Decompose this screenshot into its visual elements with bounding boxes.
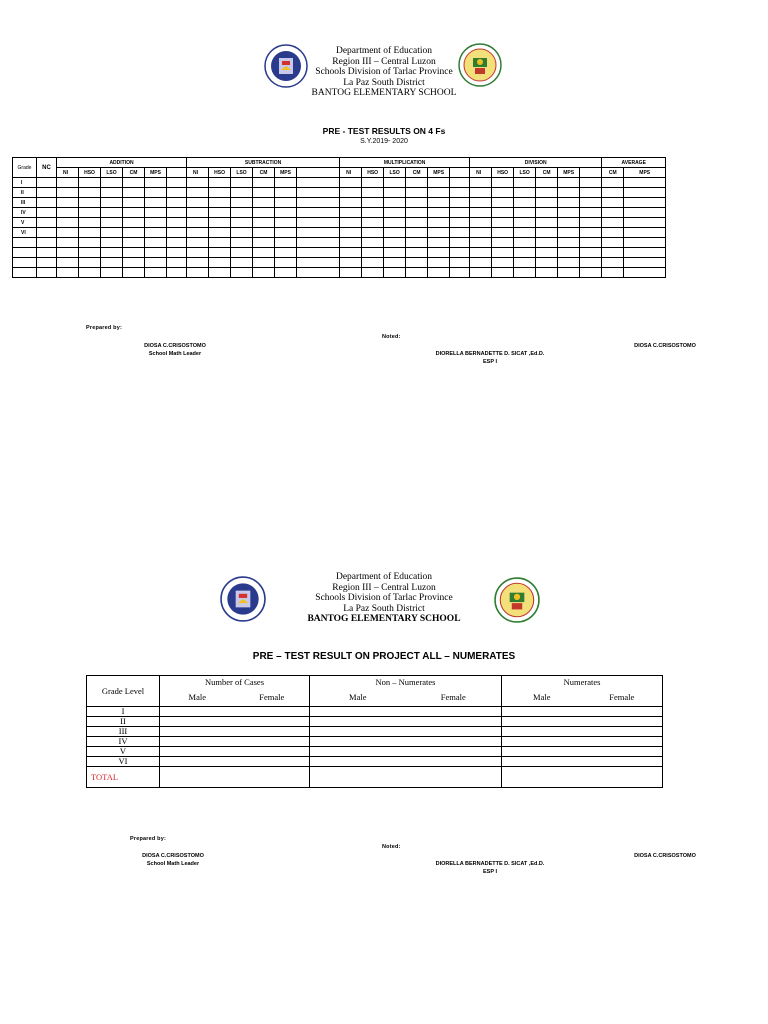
report2-title: PRE – TEST RESULT ON PROJECT ALL – NUMERATES xyxy=(252,651,516,662)
noted-label: Noted: xyxy=(382,334,401,340)
group-addition: ADDITION xyxy=(57,158,187,168)
female-header: Female xyxy=(406,688,502,707)
total-row-label: TOTAL xyxy=(87,767,160,788)
female-header: Female xyxy=(582,688,663,707)
grade-cell: IV xyxy=(13,208,37,218)
table-row xyxy=(87,727,663,737)
sub-ni: NI xyxy=(470,168,492,178)
grade-level-cell: II xyxy=(87,717,160,727)
grade-level-cell: VI xyxy=(87,757,160,767)
col-grade-level: Grade Level xyxy=(87,676,160,707)
table-row xyxy=(87,747,663,757)
grade-level-cell: I xyxy=(87,707,160,717)
table-row xyxy=(13,208,666,218)
header-line: Region III – Central Luzon xyxy=(332,56,436,67)
sub-lso: LSO xyxy=(384,168,406,178)
deped-seal-icon xyxy=(220,576,264,620)
sub-ni: NI xyxy=(187,168,209,178)
page2-header xyxy=(290,572,478,625)
table-row xyxy=(13,218,666,228)
table-row xyxy=(13,228,666,238)
col-grade: Grade xyxy=(13,158,37,178)
sub-cm: CM xyxy=(406,168,428,178)
sub-mps: MPS xyxy=(624,168,666,178)
sub-cm: CM xyxy=(123,168,145,178)
sub-lso: LSO xyxy=(231,168,253,178)
header-line: Region III – Central Luzon xyxy=(332,582,436,593)
sub-cm: CM xyxy=(253,168,275,178)
header-line: Schools Division of Tarlac Province xyxy=(315,593,453,603)
group-average: AVERAGE xyxy=(602,158,666,168)
right-signature-name: DIOSA C.CRISOSTOMO xyxy=(634,343,696,349)
table-row xyxy=(87,707,663,717)
leader-signature xyxy=(120,342,230,358)
table-row xyxy=(13,238,666,248)
prepared-by-label: Prepared by: xyxy=(86,325,123,331)
noted-label: Noted: xyxy=(382,844,401,850)
sub-hso: HSO xyxy=(79,168,101,178)
sub-lso: LSO xyxy=(514,168,536,178)
sub-hso: HSO xyxy=(492,168,514,178)
group-number-of-cases: Number of Cases xyxy=(160,676,310,689)
group-multiplication: MULTIPLICATION xyxy=(340,158,470,168)
group-division: DIVISION xyxy=(470,158,602,168)
sub-mps: MPS xyxy=(275,168,297,178)
school-name: BANTOG ELEMENTARY SCHOOL xyxy=(311,88,457,98)
table-row xyxy=(13,178,666,188)
leader-name: DIOSA C.CRISOSTOMO xyxy=(142,853,204,859)
table-row xyxy=(13,198,666,208)
group-numerates: Numerates xyxy=(502,676,663,689)
leader-role: School Math Leader xyxy=(146,861,200,867)
sub-ni: NI xyxy=(57,168,79,178)
sub-mps: MPS xyxy=(428,168,450,178)
table-row xyxy=(13,258,666,268)
report1-subtitle: S.Y.2019- 2020 xyxy=(360,138,408,145)
leader-name: DIOSA C.CRISOSTOMO xyxy=(144,343,206,349)
principal-signature xyxy=(420,860,560,876)
header-line: Schools Division of Tarlac Province xyxy=(315,67,453,77)
female-header: Female xyxy=(235,688,310,707)
sub-mps: MPS xyxy=(145,168,167,178)
table-row xyxy=(87,737,663,747)
male-header: Male xyxy=(502,688,582,707)
header-line: Department of Education xyxy=(335,572,433,582)
grade-cell: II xyxy=(13,188,37,198)
prepared-by-label: Prepared by: xyxy=(130,836,167,842)
four-fs-table xyxy=(12,157,666,278)
numerates-table xyxy=(86,675,663,788)
grade-cell: I xyxy=(13,178,37,188)
col-nc: NC xyxy=(37,158,57,178)
table-row xyxy=(13,248,666,258)
grade-cell: III xyxy=(13,198,37,208)
header-line: La Paz South District xyxy=(343,603,425,614)
table-row xyxy=(87,757,663,767)
principal-name: DIORELLA BERNADETTE D. SICAT ,Ed.D. xyxy=(435,861,545,867)
group-subtraction: SUBTRACTION xyxy=(187,158,340,168)
table-row xyxy=(87,717,663,727)
grade-level-cell: IV xyxy=(87,737,160,747)
sub-mps: MPS xyxy=(558,168,580,178)
principal-signature xyxy=(420,350,560,366)
report1-title: PRE - TEST RESULTS ON 4 Fs xyxy=(322,126,446,136)
sub-hso: HSO xyxy=(209,168,231,178)
grade-cell: VI xyxy=(13,228,37,238)
male-header: Male xyxy=(160,688,235,707)
sub-ni: NI xyxy=(340,168,362,178)
right-signature-name: DIOSA C.CRISOSTOMO xyxy=(634,853,696,859)
page1-header xyxy=(290,46,478,99)
table-row xyxy=(13,268,666,278)
principal-role: ESP I xyxy=(483,359,497,365)
sub-hso: HSO xyxy=(362,168,384,178)
leader-role: School Math Leader xyxy=(148,351,202,357)
grade-level-cell: V xyxy=(87,747,160,757)
grade-cell: V xyxy=(13,218,37,228)
header-line: Department of Education xyxy=(335,46,433,56)
principal-role: ESP I xyxy=(483,869,497,875)
school-seal-icon xyxy=(494,577,538,621)
table-row xyxy=(13,188,666,198)
header-line: La Paz South District xyxy=(343,77,425,88)
principal-name: DIORELLA BERNADETTE D. SICAT ,Ed.D. xyxy=(435,351,545,357)
grade-level-cell: III xyxy=(87,727,160,737)
group-non-numerates: Non – Numerates xyxy=(310,676,502,689)
leader-signature xyxy=(118,852,228,868)
male-header: Male xyxy=(310,688,406,707)
sub-cm: CM xyxy=(536,168,558,178)
sub-cm: CM xyxy=(602,168,624,178)
sub-lso: LSO xyxy=(101,168,123,178)
school-name: BANTOG ELEMENTARY SCHOOL xyxy=(307,614,461,624)
